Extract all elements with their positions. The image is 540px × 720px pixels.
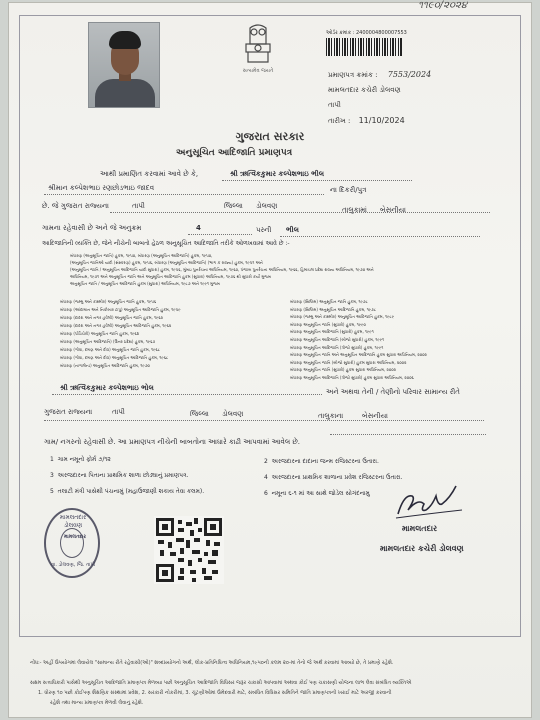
residence-taluka-value: બેસનીયા (362, 412, 388, 420)
residence-state: ગુજરાત રાજ્યના (44, 408, 93, 416)
district-word: જિલ્લા (224, 202, 243, 210)
order-item: (અનુસૂચિત જાતિ / અનુસૂચિત આદિજાતિ યાદી સુધારા) હુકમ, ૧૯૫૬, મુંબઇ પુનર્રચના અધિનિયમ, ૧૯૬૦, પંજાબ પુનર્રચના અધિનિયમ, ૧૯૬૬, હિમાચલ પ્રદેશ રાજ્ય અધિનિયમ, ૧૯૭૦ અને (70, 267, 374, 272)
applicant-photo (88, 22, 160, 108)
order-item: બંધારણ અનુસૂચિત આદિજાતિ (સુધારો) હુકમ, ૧૯૯૧ (290, 329, 374, 335)
order-item: બંધારણ (અનુસૂચિત જાતિ) હુકમ, ૧૯૫૦, બંધારણ (અનુસૂચિત આદિજાતિ) હુકમ, ૧૯૫૦, (70, 253, 213, 258)
order-item: બંધારણ (આંદામાન અને નિકોબાર ટાપુ) અનુસૂચિત આદિજાતિ હુકમ, ૧૯૫૯ (60, 307, 181, 312)
taluka-word: તાલુકામાં (342, 206, 367, 214)
serial-underline (188, 234, 252, 235)
barcode-label: ઓર્ડર ક્રમાંક : 2400004800007553 (326, 30, 407, 36)
orders-right-list (290, 298, 427, 382)
page-title: ગુજરાત સરકાર (235, 130, 305, 143)
order-item: બંધારણ અનુસૂચિત આદિજાતિ (બીજો સુધારો) હુકમ, ૧૯૯૧ (290, 336, 385, 342)
residence-name-underline (52, 394, 322, 395)
order-item: બંધારણ (સિક્કિમ) અનુસૂચિત જાતિ હુકમ, ૧૯૭૮ (290, 299, 368, 304)
order-item: બંધારણ અનુસૂચિત આદિજાતિ (ત્રીજો સુધારો) હુકમ, ૧૯૯૧ (290, 344, 384, 350)
office-name: મામલતદાર કચેરી ડોલવણ (328, 86, 401, 94)
seal-top-text: મામલતદાર ડોલવણ (59, 514, 87, 529)
footer-line-2: સક્ષમ સત્તાધિકારી પાસેથી અનુસૂચિત આદિજાતિ પ્રમાણપત્ર મેળવ્યા પછી અનુસૂચિત આદિજાતિ વિધિસર જરૂર ચકાસી આપવામાં અથવા કોઈ પણ ચકાસણી યોજના લાભ લેવા સંબંધિત વ્યક્તિએ (30, 680, 412, 686)
order-item: બંધારણ (જમ્મુ અને કાશ્મીર) અનુસૂચિત જાતિ હુકમ, ૧૯૫૬ (60, 299, 157, 304)
footer-note: નોંધ:- અહીં ઉપયોગમાં લેવાયેલ "સામાન્ય રીતે રહેવાસી(ઓ)" શબ્દપ્રયોગનો અર્થ, લોક-પ્રતિનિધિત્વ અધિનિયમ,૧૯૫૦ની કલમ ૨૦-માં તેનો જે અર્થ કરવામાં આવ્યો છે, તે પ્રમાણે રહેશે. (30, 660, 394, 666)
residence-state-value: તાપી (112, 408, 125, 416)
tribe-label: પરની (256, 226, 272, 234)
community-line: આદિજાતિની વ્યક્તિ છે, જેને નીચેની બાબતો હેઠળ અનુસૂચિત આદિજાતિ તરીકે ઓળખવામાં આવે છે :- (42, 240, 290, 247)
barcode-icon (326, 38, 402, 56)
order-item: બંધારણ અનુસૂચિત જાતિ (બીજો સુધારો) હુકમ સુધારા અધિનિયમ, ૨૦૦૨ (290, 359, 407, 365)
son-daughter-label: ના દિકરી/પુત્ર (330, 186, 367, 194)
order-item: બંધારણ (સિક્કિમ) અનુસૂચિત આદિજાતિ હુકમ, ૧૯૭૮ (290, 306, 377, 312)
footer-line-3: 1. ધોરણ ૧૦ પછી કોઈપણ શૈક્ષણિક સંસ્થામાં પ્રવેશ, 2. સરકારી નોકરીમાં, 3. ચૂંટણીઓમાં ઉમેદવારી માટે, સંબંધિત વિધિસર સમિતિને જાતિ પ્રમાણપત્રની ખરાઈ માટે અરજી કરવાની (38, 690, 392, 696)
order-item: બંધારણ અનુસૂચિત જાતિ અને અનુસૂચિત આદિજાતિ હુકમ સુધારા અધિનિયમ, ૨૦૦૨ (290, 352, 427, 358)
father-underline (44, 194, 324, 195)
intro-text: આથી પ્રમાણિત કરવામાં આવે છે કે, (100, 170, 199, 178)
certificate-subtitle: અનુસૂચિત આદિજાતિ પ્રમાણપત્ર (176, 148, 293, 158)
district-name: તાપી (328, 101, 341, 109)
state-line: છે. જે ગુજરાત રાજ્યના (42, 202, 109, 210)
sub-district-value: ડોલવણ (256, 202, 278, 210)
signatory-designation: મામલતદાર (402, 524, 438, 533)
order-item: બંધારણ (નાગાલેન્ડ) અનુસૂચિત આદિજાતિ હુકમ, ૧૯૭૦ (60, 363, 150, 368)
certificate-number: પ્રમાણપત્ર ક્રમાંક : 7553/2024 (328, 70, 432, 79)
ashoka-emblem-icon (238, 22, 278, 68)
basis-item: 4 અરજદારના પ્રાથમિક શાળાના પ્રવેશ રજિસ્ટરના ઉતારા. (264, 474, 403, 481)
residence-underline-2 (330, 434, 486, 435)
signature-icon (392, 484, 468, 524)
order-item: બંધારણ (અનુસૂચિત આદિજાતિ) (ઉત્તર પ્રદેશ) હુકમ, ૧૯૬૭ (60, 339, 156, 344)
issue-date: તારીખ : 11/10/2024 (328, 116, 405, 125)
order-item: બંધારણ (પોંડિચેરી) અનુસૂચિત જાતિ હુકમ, ૧૯૬૪ (60, 331, 140, 336)
applicant-name: શ્રી ઋત્વિકકુમાર કલ્પેશભાઇ ભીલ (230, 170, 325, 178)
tribe-underline (280, 236, 480, 237)
order-item: બંધારણ (ગોવા, દમણ અને દીવ) અનુસૂચિત જાતિ હુકમ, ૧૯૬૮ (60, 347, 160, 352)
emblem-caption: સત્યમેવ જયતે (242, 68, 274, 74)
order-item: અનુસૂચિત જાતિ / અનુસૂચિત આદિજાતિ હુકમ (સુધારા) અધિનિયમ, ૧૯૮૭ અને ૧૯૯૧ મુજબ (70, 281, 220, 286)
order-item: અધિનિયમ, ૧૯૭૧ અને અનુસૂચિત જાતિ અને અનુસૂચિત આદિજાતિ હુકમ (સુધારા) અધિનિયમ, ૧૯૭૬ થી સુધારો કર્યા મુજબ (70, 274, 272, 279)
signatory-office: મામલતદાર કચેરી ડોલવણ (380, 544, 464, 553)
serial-number: 4 (196, 224, 201, 232)
family-line: અને અથવા તેની / તેણીનો પરિવાર સામાન્ય રીતે (326, 388, 460, 396)
orders-left-list (60, 298, 181, 370)
order-item: બંધારણ (દાદરા અને નગર હવેલી) અનુસૂચિત આદિજાતિ હુકમ, ૧૯૬૨ (60, 323, 172, 328)
basis-item: 1 ગામ નમૂનો ફોર્મ ૭/૧૨ (50, 456, 111, 463)
top-right-number: ૧૧૯૦/૨૦૨૪ (418, 0, 468, 11)
tribe-value: ભીલ (286, 226, 299, 234)
residence-district-value: ડોલવણ (222, 410, 244, 418)
residence-name: શ્રી ઋત્વિકકુમાર કલ્પેશભાઇ ભોલ (60, 384, 154, 392)
residence-village-line: ગામ/ નગરનો રહેવાસી છે. આ પ્રમાણપત્ર નીચેની બાબતોના આધારે કાઢી આપવામાં આવેલ છે. (44, 438, 301, 446)
residence-underline (44, 420, 484, 421)
residence-district-word: જિલ્લા (190, 410, 209, 418)
order-item: (અનુસૂચિત જાતિઓ યાદી (સંસ્કરણ) હુકમ, ૧૯૫૬, બંધારણ (અનુસૂચિત આદિજાતિ) (ભાગ ક રાજ્ય) હુકમ, ૧૯૫૧ અને (70, 260, 263, 265)
order-item: બંધારણ (દાદરા અને નગર હવેલી) અનુસૂચિત જાતિ હુકમ, ૧૯૬૨ (60, 315, 163, 320)
order-item: બંધારણ અનુસૂચિત આદિજાતિ (ત્રીજો સુધારો) હુકમ સુધારા અધિનિયમ, ૨૦૦૬ (290, 374, 414, 380)
basis-item: 2 અરજદારના દાદાના જન્મ રજિસ્ટરના ઉતારા. (264, 458, 379, 465)
name-underline (222, 180, 412, 181)
basis-item: 5 તલાટી મંત્રી પાસેથી પંચનામું (મહાઉજાણી શકાય તેવા કલમ). (50, 488, 205, 495)
village-line: ગામના રહેવાસી છે અને જે અનુક્રમ (42, 224, 142, 232)
district-value: તાપી (132, 202, 145, 210)
order-item: બંધારણ (જમ્મુ અને કાશ્મીર) અનુસૂચિત આદિજાતિ હુકમ, ૧૯૮૯ (290, 314, 395, 320)
seal-center-text: મામલતદાર (64, 534, 86, 540)
seal-bottom-text: તા. ડોલવણ, જિ. તાપી (50, 562, 96, 568)
order-item: બંધારણ અનુસૂચિત જાતિ (સુધારો) હુકમ સુધારા અધિનિયમ, ૨૦૦૨ (290, 367, 397, 373)
father-name: શ્રીમાન કલ્પેશભાઇ રણછોડભાઇ જાદવ (48, 184, 155, 192)
footer-line-4: રહેશે તથા માન્ય પ્રમાણપત્ર મેળવી લેવાનું રહેશે. (50, 700, 144, 706)
taluka-value: બેસનીયા (380, 206, 406, 214)
order-item: બંધારણ અનુસૂચિત જાતિ (સુધારો) હુકમ, ૧૯૯૦ (290, 321, 366, 327)
qr-code-icon (154, 516, 224, 584)
order-item: બંધારણ (ગોવા, દમણ અને દીવ) અનુસૂચિત આદિજાતિ હુકમ, ૧૯૬૮ (60, 355, 169, 360)
basis-item: 6 નમૂના ૬-૧ માં આ સાથે જોડેલ સોગંદનામુ (264, 490, 370, 497)
state-underline (110, 212, 490, 213)
residence-taluka-word: તાલુકાના (318, 412, 344, 420)
basis-item: 3 અરજદારના પિતાના પ્રાથમિક શાળા છોડ્યાનું પ્રમાણપત્ર. (50, 472, 189, 479)
orders-top-list (70, 252, 374, 287)
